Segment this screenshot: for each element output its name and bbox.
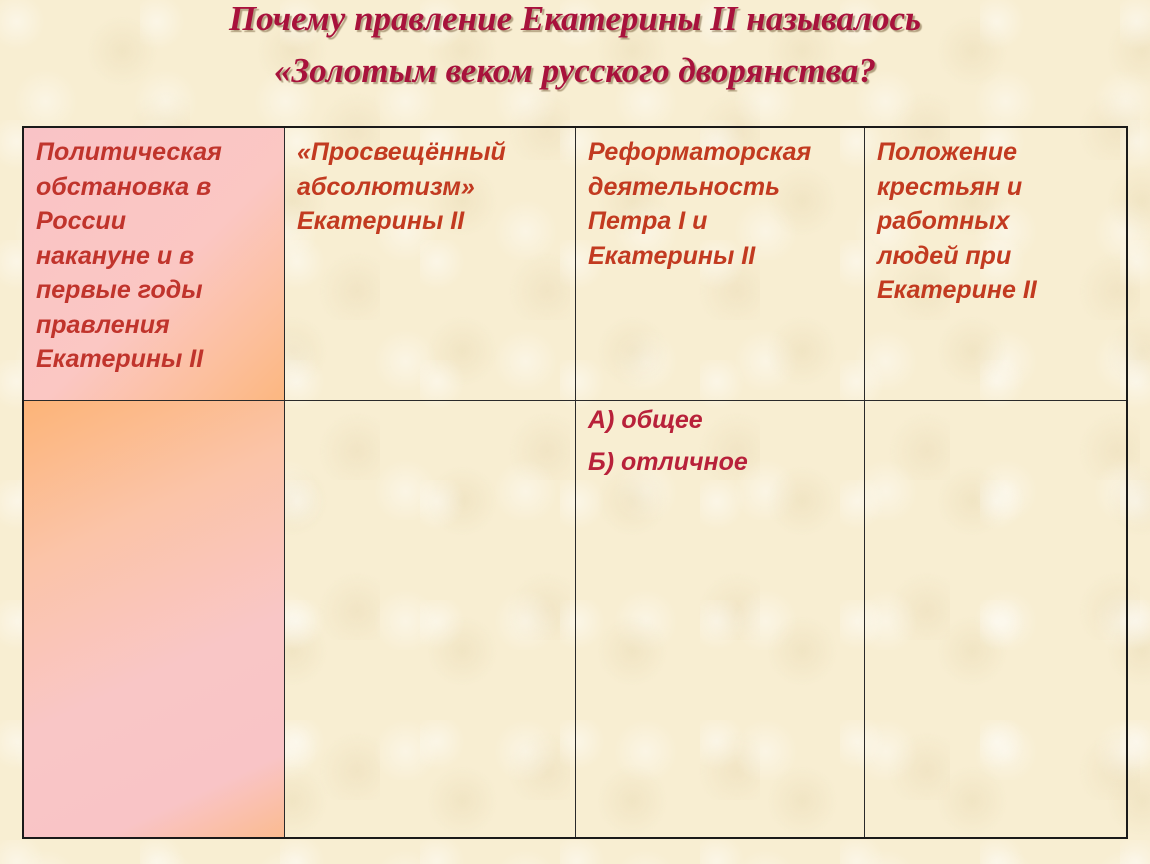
header-cell-political-situation [24,128,284,400]
body-cell-political-situation [24,401,284,837]
body-cell-reform-activity [576,401,864,837]
answer-item-common: А) общее [588,406,703,434]
header-enlightened-absolutism: «Просвещённый абсолютизм» Екатерины II [297,138,506,235]
body-cell-enlightened-absolutism [285,401,575,837]
body-cell-peasants-position [865,401,1126,837]
header-peasants-position: Положение крестьян и работных людей при Екатерине II [877,138,1037,304]
column-divider [864,128,865,837]
header-cell-enlightened-absolutism [285,128,575,400]
header-political-situation: Политическая обстановка в России накануне и в первые годы правления Екатерины II [36,138,222,373]
slide-title-line-1: Почему правление Екатерины II называлось [228,0,922,38]
comparison-table [22,126,1128,839]
column-divider [284,128,285,837]
header-reform-activity: Реформаторская деятельность Петра I и Екатерины II [588,138,812,270]
answer-item-different: Б) отличное [588,448,748,476]
header-cell-peasants-position [865,128,1126,400]
header-cell-reform-activity [576,128,864,400]
slide-title-line-2: «Золотым веком русского дворянства? [273,51,877,90]
row-divider [24,400,1126,401]
column-divider [575,128,576,837]
